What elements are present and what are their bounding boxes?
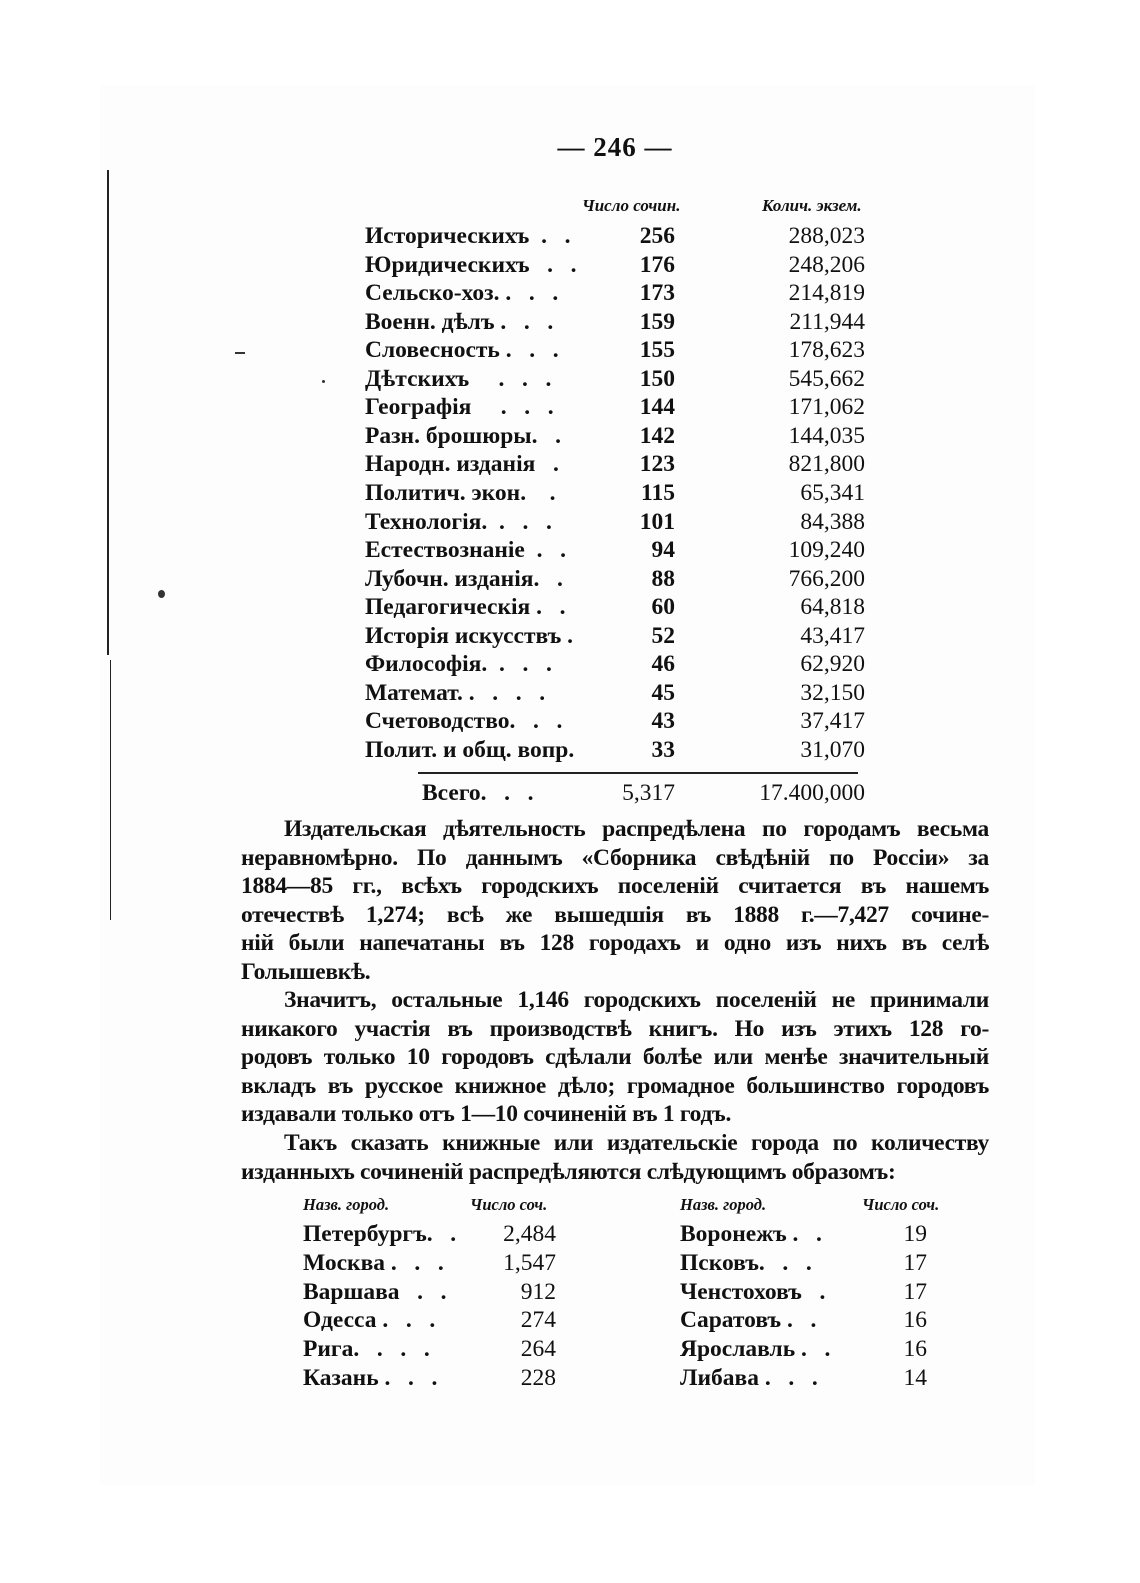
cell-count: 60	[651, 594, 675, 621]
cell-copies: 62,920	[800, 651, 865, 678]
table-row	[365, 365, 865, 393]
cell-label: Естествознаніе . .	[365, 537, 566, 564]
city-row	[680, 1306, 927, 1335]
total-row	[365, 779, 865, 807]
cell-copies: 766,200	[788, 565, 865, 592]
text-line: изданныхъ сочиненій распредѣляются слѣдующимъ образомъ:	[241, 1158, 896, 1185]
cell-copies: 211,944	[789, 308, 865, 335]
cell-copies: 288,023	[788, 223, 865, 249]
table-row	[365, 508, 865, 536]
city-count: 16	[903, 1307, 927, 1334]
cell-count: 43	[651, 708, 675, 735]
cell-copies: 31,070	[800, 736, 865, 763]
cell-label: Историческихъ . .	[365, 223, 571, 249]
text-line: Голышевкѣ.	[241, 958, 371, 985]
cell-copies: 171,062	[788, 394, 865, 421]
text-line: Издательская дѣятельность распредѣлена по городамъ весьма	[284, 816, 989, 842]
city-count: 228	[520, 1365, 556, 1391]
cell-count: 52	[651, 622, 675, 649]
city-count: 16	[903, 1336, 927, 1363]
table-row	[365, 308, 865, 336]
paragraph-1	[241, 815, 989, 987]
city-row	[303, 1335, 556, 1364]
city-row	[303, 1364, 556, 1393]
city-name: Ярославль . .	[680, 1336, 831, 1363]
cell-count: 159	[639, 308, 675, 335]
cell-label: Народн. изданія .	[365, 451, 559, 478]
text-line: Такъ сказать книжные или издательскіе города по количеству	[284, 1130, 989, 1156]
cell-copies: 545,662	[788, 365, 865, 392]
city-name: Воронежъ . .	[680, 1221, 822, 1247]
cell-count: 144	[639, 394, 675, 421]
count-header-right: Число соч.	[862, 1195, 940, 1214]
scan-margin-line	[107, 275, 109, 655]
cell-label: Словесность . . .	[365, 337, 559, 364]
table-row	[365, 479, 865, 507]
cell-label: Дѣтскихъ . . .	[365, 365, 552, 392]
text-line: никакого участія въ производствѣ книгъ. Но изъ этихъ 128 го-	[241, 1015, 989, 1042]
city-row	[303, 1278, 556, 1307]
cell-copies: 178,623	[788, 337, 865, 364]
city-row	[680, 1220, 927, 1249]
table-row	[365, 736, 865, 764]
city-row	[303, 1220, 556, 1249]
cell-count: 256	[639, 223, 675, 249]
table-row	[365, 222, 865, 250]
cell-label: Философія. . . .	[365, 651, 552, 678]
cell-label: Политич. экон. .	[365, 479, 556, 506]
cell-label: Сельско-хоз. . . .	[365, 280, 559, 307]
table-row	[365, 450, 865, 478]
city-count: 14	[903, 1365, 927, 1391]
table-row	[365, 707, 865, 735]
total-label: Всего. . .	[422, 780, 534, 806]
cell-label: Счетоводство. . .	[365, 708, 563, 735]
cell-label: Лубочн. изданія. .	[365, 565, 563, 592]
text-line: вкладъ въ русское книжное дѣло; громадное большинство городовъ	[241, 1072, 989, 1099]
cell-count: 176	[639, 251, 675, 278]
cell-label: Полит. и общ. вопр.	[365, 736, 575, 763]
cell-copies: 248,206	[788, 251, 865, 278]
table-row	[365, 536, 865, 564]
city-row	[680, 1249, 927, 1278]
table-row	[365, 565, 865, 593]
table-row	[365, 393, 865, 421]
text-line: неравномѣрно. По даннымъ «Сборника свѣдѣній по Россіи» за	[241, 844, 989, 871]
cell-label: Юридическихъ . .	[365, 251, 577, 278]
cell-count: 46	[651, 651, 675, 678]
cell-label: Разн. брошюры. .	[365, 422, 561, 449]
cell-count: 33	[651, 736, 675, 763]
city-name: Одесса . . .	[303, 1307, 436, 1334]
column-header-copies: Колич. экзем.	[762, 196, 862, 215]
table-row	[365, 622, 865, 650]
scan-margin-line	[110, 660, 111, 920]
cell-copies: 84,388	[800, 508, 865, 535]
cell-count: 123	[639, 451, 675, 478]
table-row	[365, 679, 865, 707]
count-header-left: Число соч.	[470, 1195, 548, 1214]
city-count: 17	[903, 1278, 927, 1305]
cell-label: Технологія. . . .	[365, 508, 552, 535]
cell-copies: 65,341	[800, 479, 865, 506]
paragraph-2	[241, 986, 989, 1129]
total-divider	[418, 772, 858, 774]
total-copies: 17.400,000	[759, 780, 865, 806]
cell-copies: 43,417	[800, 622, 865, 649]
scan-speck	[235, 352, 245, 354]
table-row	[365, 336, 865, 364]
text-line: родовъ только 10 городовъ сдѣлали болѣе или менѣе значительный	[241, 1044, 989, 1071]
city-row	[680, 1364, 927, 1393]
table-row	[365, 279, 865, 307]
city-row	[680, 1278, 927, 1307]
cell-count: 45	[651, 679, 675, 706]
city-name: Казань . . .	[303, 1365, 438, 1391]
city-name: Рига. . . .	[303, 1336, 430, 1363]
city-count: 2,484	[503, 1221, 556, 1247]
city-name: Петербургъ. .	[303, 1221, 457, 1247]
paragraph-3	[241, 1129, 989, 1186]
total-count: 5,317	[622, 780, 675, 806]
cell-count: 94	[651, 537, 675, 564]
cell-copies: 32,150	[800, 679, 865, 706]
cell-count: 88	[651, 565, 675, 592]
city-name: Саратовъ . .	[680, 1307, 817, 1334]
city-name: Ченстоховъ .	[680, 1278, 826, 1305]
cell-label: Военн. дѣлъ . . .	[365, 308, 554, 335]
city-row	[303, 1249, 556, 1278]
cell-copies: 144,035	[788, 422, 865, 449]
scan-speck	[322, 380, 325, 383]
cell-count: 115	[641, 479, 675, 506]
city-row	[680, 1335, 927, 1364]
cell-count: 173	[639, 280, 675, 307]
table-row	[365, 251, 865, 279]
cell-count: 150	[639, 365, 675, 392]
cell-copies: 821,800	[788, 451, 865, 478]
city-count: 274	[520, 1307, 556, 1334]
city-count: 19	[903, 1221, 927, 1247]
cell-copies: 37,417	[800, 708, 865, 735]
text-line: издавали только отъ 1—10 сочиненій въ 1 годъ.	[241, 1101, 732, 1128]
text-line: ній были напечатаны въ 128 городахъ и одно изъ нихъ въ селѣ	[241, 930, 989, 957]
cell-label: Педагогическія . .	[365, 594, 566, 621]
text-line: отечествѣ 1,274; всѣ же вышедшія въ 1888 г.—7,427 сочине-	[241, 901, 989, 928]
city-name: Варшава . .	[303, 1278, 447, 1305]
scan-speck	[158, 590, 165, 598]
cell-count: 101	[639, 508, 675, 535]
city-count: 912	[520, 1278, 556, 1305]
cell-label: Исторія искусствъ .	[365, 622, 574, 649]
text-line: Значитъ, остальные 1,146 городскихъ поселеній не принимали	[284, 987, 989, 1013]
city-name: Псковъ. . .	[680, 1249, 812, 1276]
city-count: 264	[520, 1336, 556, 1363]
city-header-left: Назв. город.	[303, 1195, 390, 1214]
city-count: 17	[903, 1249, 927, 1276]
scan-margin-line	[107, 170, 109, 290]
city-name: Москва . . .	[303, 1249, 444, 1276]
cell-label: Математ. . . . .	[365, 679, 546, 706]
cell-copies: 109,240	[788, 537, 865, 564]
cell-copies: 214,819	[788, 280, 865, 307]
column-header-count: Число сочин.	[582, 196, 681, 215]
cell-count: 155	[639, 337, 675, 364]
city-name: Либава . . .	[680, 1365, 818, 1391]
cell-count: 142	[639, 422, 675, 449]
text-line: 1884—85 гг., всѣхъ городскихъ поселеній считается въ нашемъ	[241, 873, 989, 900]
city-row	[303, 1306, 556, 1335]
city-header-right: Назв. город.	[680, 1195, 767, 1214]
table-row	[365, 593, 865, 621]
city-count: 1,547	[503, 1249, 556, 1276]
cell-copies: 64,818	[800, 594, 865, 621]
table-row	[365, 650, 865, 678]
table-row	[365, 422, 865, 450]
cell-label: Географія . . .	[365, 394, 554, 421]
page-number: — 246 —	[557, 132, 673, 162]
